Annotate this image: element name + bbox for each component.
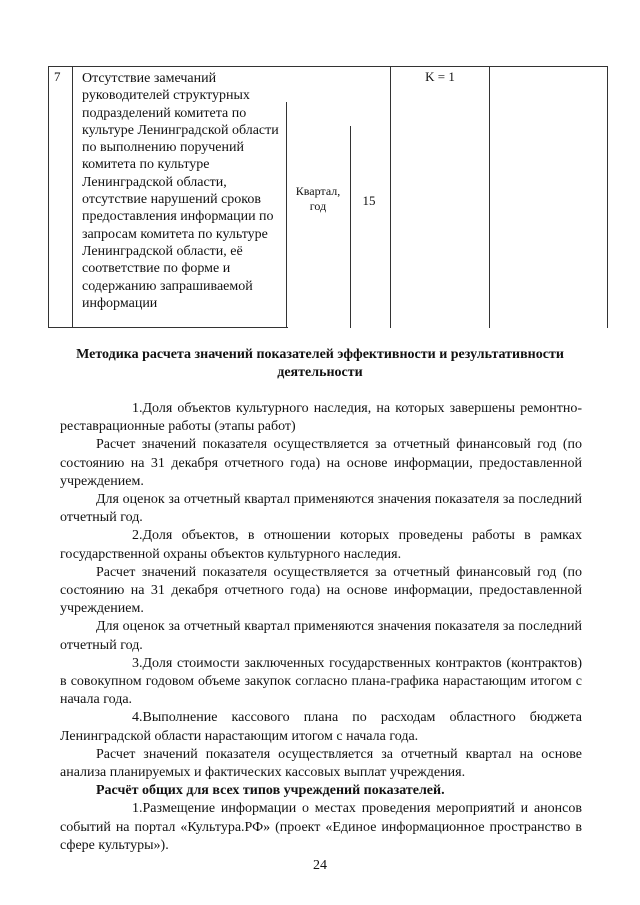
subheading: Расчёт общих для всех типов учреждений показателей.: [96, 783, 445, 799]
page-number: 24: [313, 858, 327, 873]
paragraph: 2.Доля объектов, в отношении которых проведены работы в рамках государственной охраны объектов культурного наследия.: [60, 528, 582, 562]
paragraph: Для оценок за отчетный квартал применяются значения показателя за последний отчетный год.: [60, 492, 582, 526]
row-number: 7: [54, 69, 61, 84]
paragraph: Для оценок за отчетный квартал применяются значения показателя за последний отчетный год.: [60, 619, 582, 653]
paragraph: 1.Доля объектов культурного наследия, на которых завершены ремонтно-реставрационные работы (этапы работ): [60, 401, 582, 435]
paragraph: Расчет значений показателя осуществляется за отчетный квартал на основе анализа планируемых и фактических кассовых выплат учреждения.: [60, 746, 582, 781]
paragraph: 3.Доля стоимости заключенных государственных контрактов (контрактов) в совокупном годовом объеме закупок согласно плана-графика нарастающим итогом с начала года.: [60, 655, 582, 708]
criterion-cell: Отсутствие замечаний руководителей структурных подразделений комитета по культуре Ленинградской области по выполнению поручений комитета по культуре Ленинградской области, отсутствие нарушений сроков предоставления информации по запросам комитета по культуре Ленинградской области, её соответствие по форме и содержанию запрашиваемой информации: [82, 71, 279, 311]
paragraph: Расчет значений показателя осуществляется за отчетный финансовый год (по состоянию на 31 декабря отчетного года) на основе информации, предоставленной учреждением.: [60, 564, 582, 617]
period-cell: Квартал, год: [295, 184, 341, 213]
formula-cell: K = 1: [425, 69, 455, 84]
paragraph: 4.Выполнение кассового плана по расходам областного бюджета Ленинградской области нарастающим итогом с начала года.: [60, 710, 582, 744]
paragraph: 1.Размещение информации о местах проведения мероприятий и анонсов событий на портал «Культура.РФ» (проект «Единое информационное пространство в сфере культуры»).: [60, 801, 582, 853]
section-heading: Методика расчета значений показателей эффективности и результативности деятельности: [76, 347, 564, 380]
paragraph: Расчет значений показателя осуществляется за отчетный финансовый год (по состоянию на 31 декабря отчетного года) на основе информации, предоставленной учреждением.: [60, 437, 582, 489]
methodology-body: [60, 400, 582, 855]
weight-cell: 15: [362, 193, 376, 208]
